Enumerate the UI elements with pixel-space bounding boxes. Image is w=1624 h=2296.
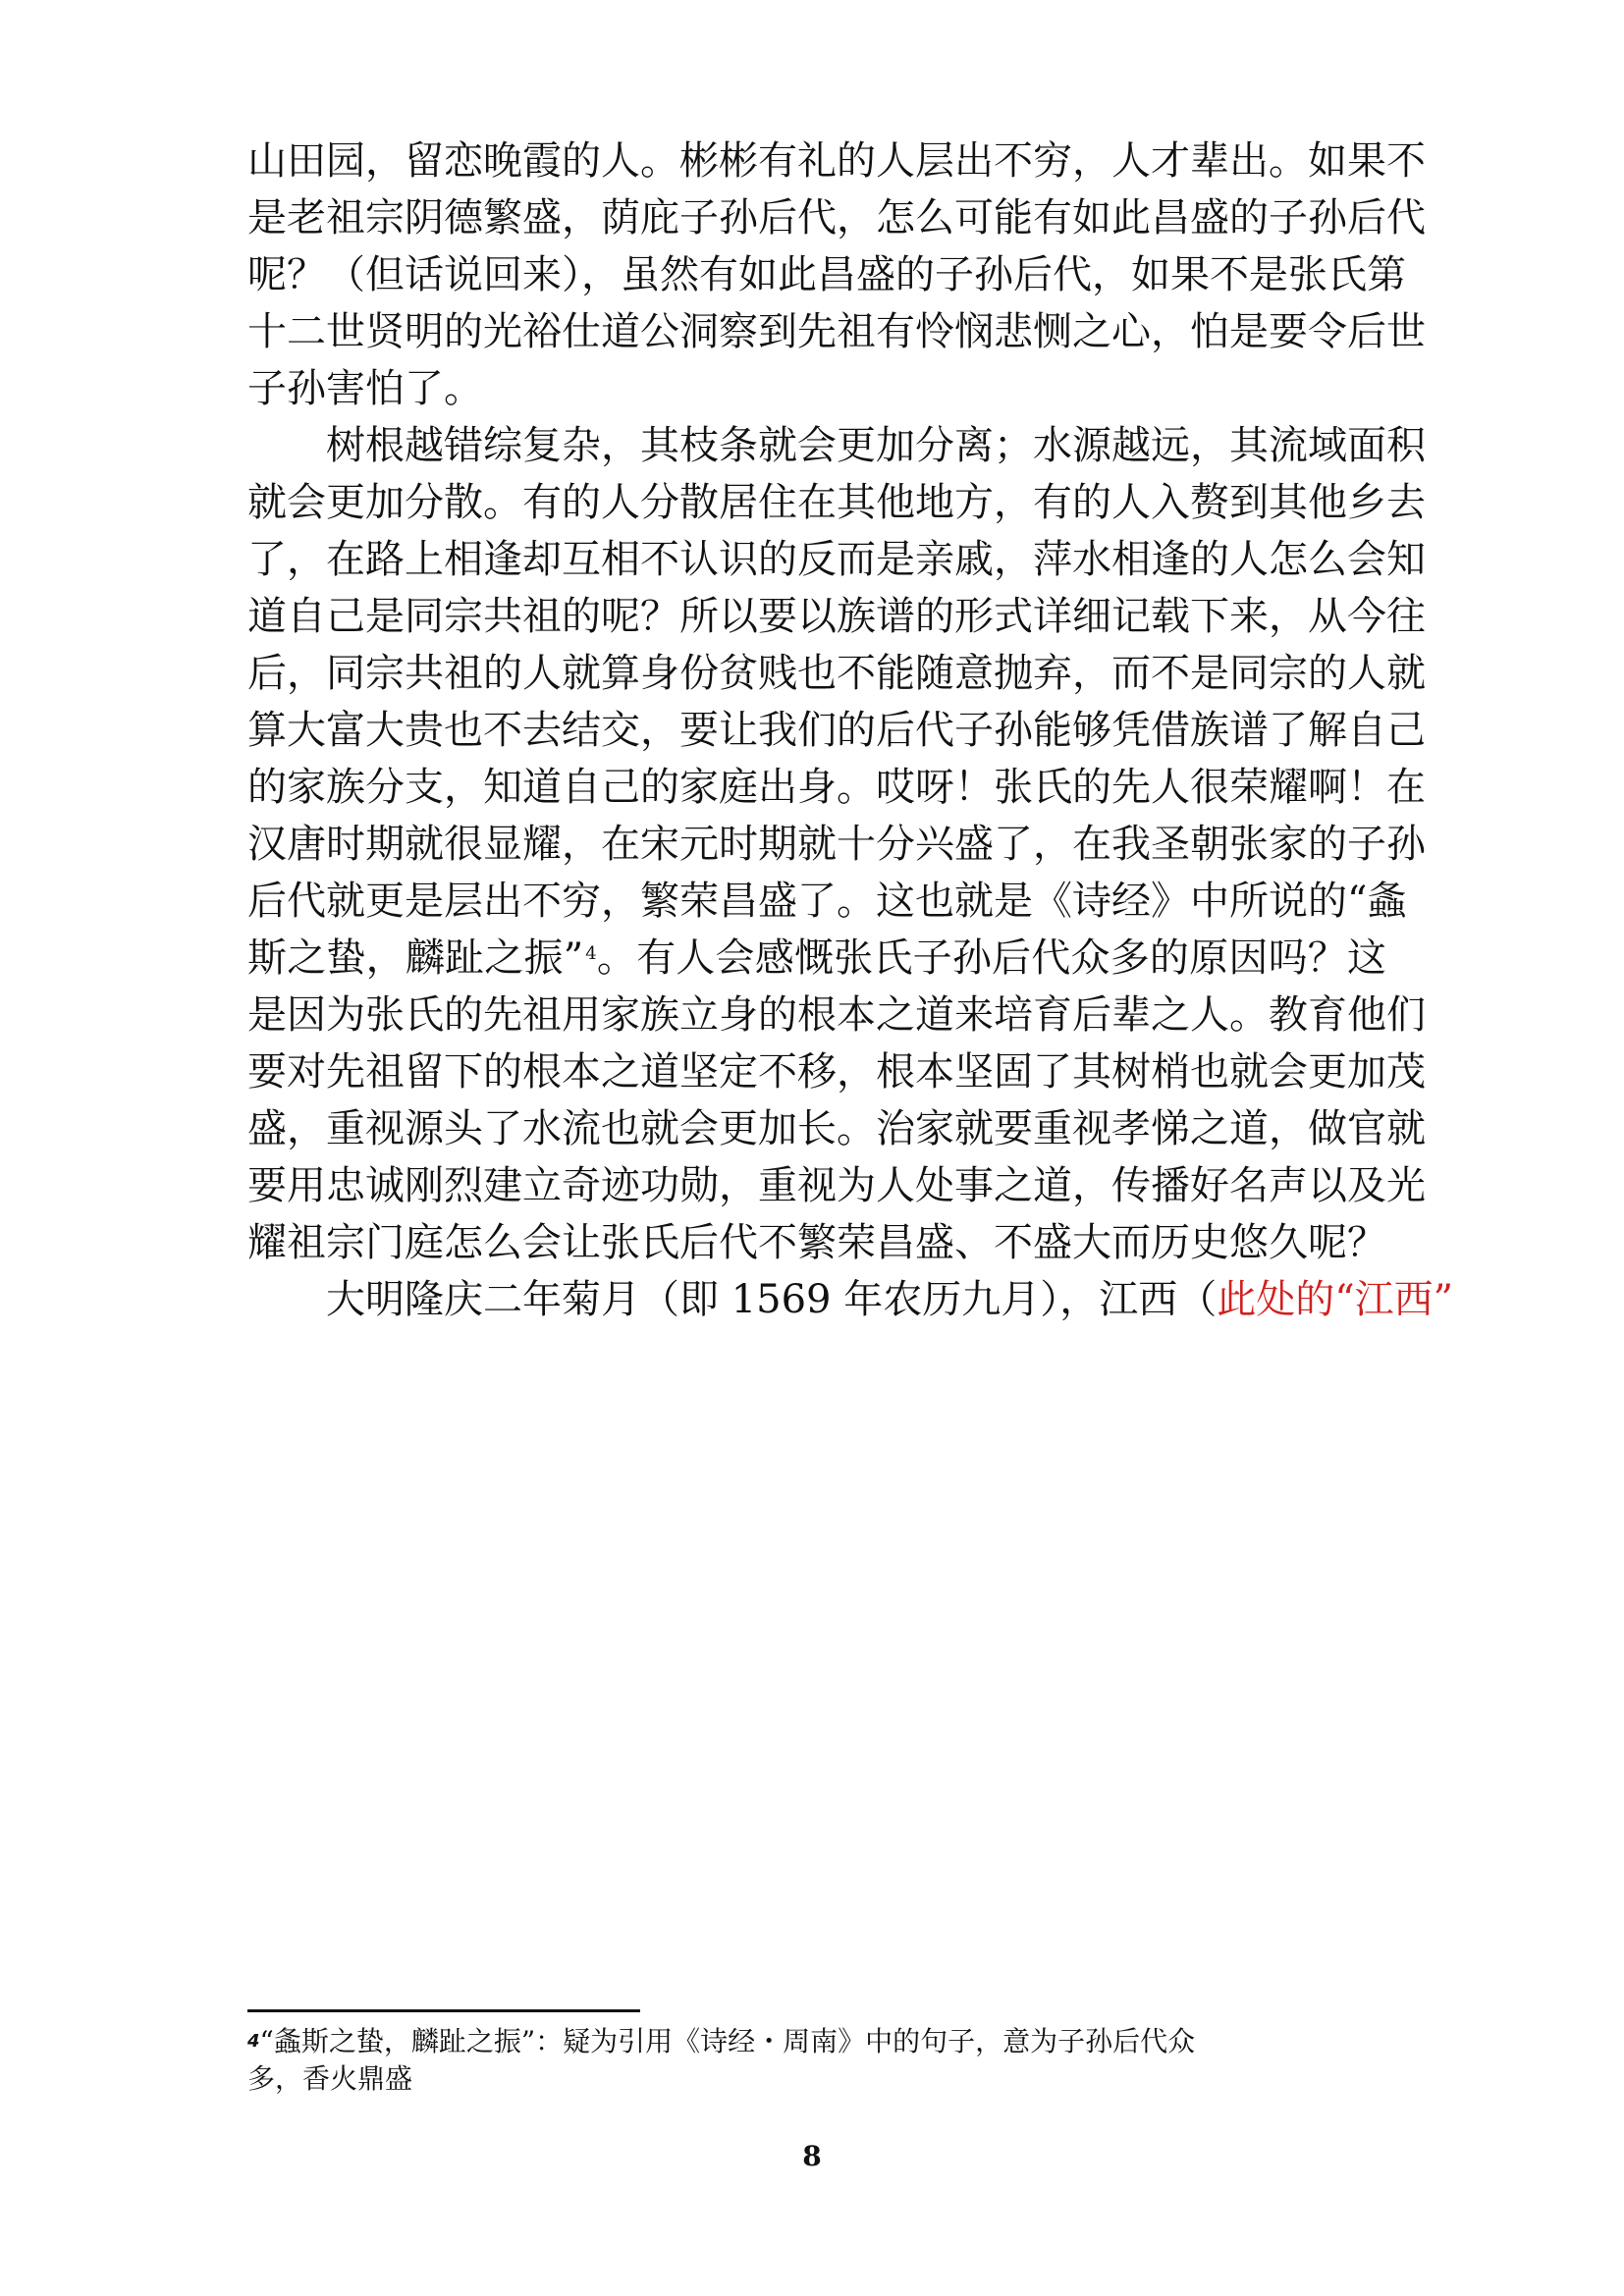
body-line-11: 算大富大贵也不去结交，要让我们的后代子孙能够凭借族谱了解自己 <box>247 708 1426 753</box>
body-line-2: 是老祖宗阴德繁盛，荫庇子孙后代，怎么可能有如此昌盛的子孙后代 <box>247 195 1426 240</box>
body-line-15 <box>247 934 1386 982</box>
date-text: 大明隆庆二年菊月（即 1569 年农历九月），江西（ <box>326 1277 1218 1322</box>
quote-text: 斯之蛰，麟趾之振” <box>247 935 584 981</box>
footnote-number: 4 <box>247 2031 260 2052</box>
editor-note: 此处的“江西” <box>1217 1277 1454 1322</box>
body-line-21 <box>326 1276 1454 1323</box>
body-line-3: 呢？（但话说回来），虽然有如此昌盛的子孙后代，如果不是张氏第 <box>247 252 1406 297</box>
body-line-15-rest: 。有人会感慨张氏子孙后代众多的原因吗？这 <box>596 935 1387 981</box>
body-line-19: 要用忠诚刚烈建立奇迹功勋，重视为人处事之道，传播好名声以及光 <box>247 1163 1426 1208</box>
footnote-line-1 <box>247 2024 1386 2059</box>
body-line-7: 就会更加分散。有的人分散居住在其他地方，有的人入赘到其他乡去 <box>247 480 1426 525</box>
footnote-line-2: 多，香火鼎盛 <box>247 2062 413 2095</box>
body-line-17: 要对先祖留下的根本之道坚定不移，根本坚固了其树梢也就会更加茂 <box>247 1049 1426 1095</box>
body-line-20: 耀祖宗门庭怎么会让张氏后代不繁荣昌盛、不盛大而历史悠久呢？ <box>247 1220 1386 1265</box>
body-line-9: 道自己是同宗共祖的呢？所以要以族谱的形式详细记载下来，从今往 <box>247 594 1426 639</box>
footnote-ref[interactable]: 4 <box>585 943 597 964</box>
body-line-13: 汉唐时期就很显耀，在宋元时期就十分兴盛了，在我圣朝张家的子孙 <box>247 822 1426 867</box>
body-line-4: 十二世贤明的光裕仕道公洞察到先祖有怜悯悲恻之心，怕是要令后世 <box>247 309 1426 354</box>
body-line-18: 盛，重视源头了水流也就会更加长。治家就要重视孝悌之道，做官就 <box>247 1106 1426 1151</box>
footnote-text-1: “螽斯之蛰，麟趾之振”：疑为引用《诗经・周南》中的句子，意为子孙后代众 <box>259 2025 1196 2057</box>
body-line-16: 是因为张氏的先祖用家族立身的根本之道来培育后辈之人。教育他们 <box>247 992 1426 1038</box>
page-number: 8 <box>802 2140 822 2172</box>
body-line-8: 了，在路上相逢却互相不认识的反而是亲戚，萍水相逢的人怎么会知 <box>247 537 1426 582</box>
body-line-6: 树根越错综复杂，其枝条就会更加分离；水源越远，其流域面积 <box>326 423 1426 468</box>
footnote-divider <box>247 2009 640 2012</box>
body-line-14: 后代就更是层出不穷，繁荣昌盛了。这也就是《诗经》中所说的“螽 <box>247 879 1407 924</box>
body-line-12: 的家族分支，知道自己的家庭出身。哎呀！张氏的先人很荣耀啊！在 <box>247 765 1426 810</box>
body-line-5: 子孙害怕了。 <box>247 366 483 411</box>
body-line-10: 后，同宗共祖的人就算身份贫贱也不能随意抛弃，而不是同宗的人就 <box>247 651 1426 696</box>
body-line-1: 山田园，留恋晚霞的人。彬彬有礼的人层出不穷，人才辈出。如果不 <box>247 138 1426 184</box>
